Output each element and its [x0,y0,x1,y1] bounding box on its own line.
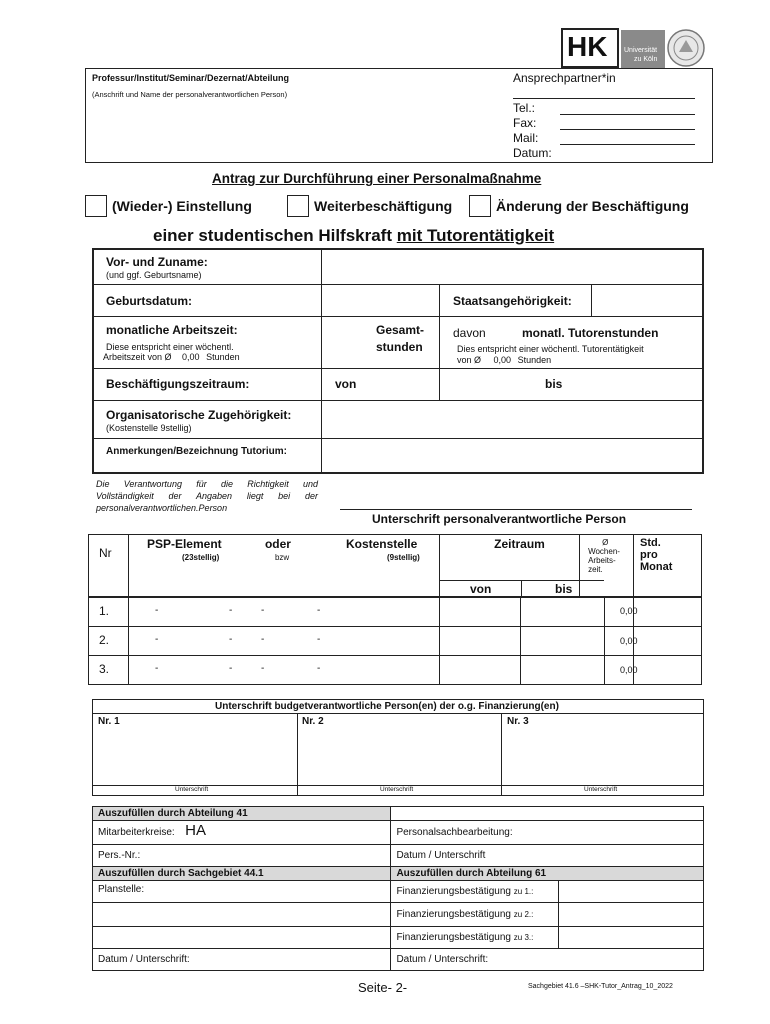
label-name-sub: (und ggf. Geburtsname) [106,270,202,280]
input-remarks[interactable] [324,440,701,472]
page-title: Antrag zur Durchführung einer Personalmaßnahme [212,171,542,186]
label-remarks: Anmerkungen/Bezeichnung Tutorium: [106,446,287,457]
checkbox-aenderung[interactable] [469,195,491,217]
row1-dash-2: - [228,605,233,616]
fin1-zu: zu 1.: [513,887,534,896]
fin1-text: Finanzierungsbestätigung [396,886,511,897]
row1-dash-4: - [316,605,321,616]
row2-nr [89,627,129,656]
admin-fin3-input[interactable] [559,927,704,949]
hours-unit: Stunden [206,352,240,362]
col-psp-sub: (23stellig) [181,553,220,562]
form-divider-v-right [591,284,592,316]
admin-dept41-label: Auszufüllen durch Abteilung 41 [98,808,248,819]
budget-title-line [92,713,704,714]
row3-bis[interactable] [521,656,634,685]
admin-du-left-label: Datum / Unterschrift: [98,954,190,965]
admin-fin1-cell [391,881,559,903]
row3-avg: 0,00 [620,665,638,675]
logo-university-line2: zu Köln [634,56,658,63]
col-std-2: pro [640,549,658,561]
mail-line[interactable] [560,144,695,145]
row1-dash-3: - [260,605,265,616]
label-period-bis: bis [545,377,563,391]
row1-psp[interactable] [128,598,439,627]
col-kst-label: Kostenstelle [345,537,418,551]
budget-divider-1 [297,713,298,796]
row3-dash-4: - [316,663,321,674]
funding-rows [88,597,702,685]
tel-line[interactable] [560,114,695,115]
row2-avg: 0,00 [620,636,638,646]
budget-sig-2: Unterschrift [380,786,414,793]
row2-dash-3: - [260,634,265,645]
admin-psb-cell[interactable] [391,821,704,845]
admin-planstelle-cell[interactable] [93,881,391,903]
mail-label: Mail: [513,131,539,145]
label-name: Vor- und Zuname: [106,255,208,269]
contact-title: Ansprechpartner*in [513,71,616,85]
row3-std[interactable] [634,656,702,685]
zeitraum-sub-box [440,580,604,598]
fin2-zu: zu 2.: [513,910,534,919]
fin3-text: Finanzierungsbestätigung [396,932,511,943]
responsibility-note: Die Verantwortung für die Richtigkeit und Vollständigkeit der Angaben liegt bei der personalverantwortlichen.Person [96,479,318,513]
col-avg-2: Wochen- [588,547,620,556]
form-row-line-1 [94,284,702,285]
funding-row-3 [89,656,702,685]
budget-title: Unterschrift budgetverantwortliche Person(en) der o.g. Finanzierung(en) [215,701,559,712]
input-birth[interactable] [324,287,437,314]
university-seal-icon [665,28,707,73]
admin-du-right-cell[interactable] [391,949,704,971]
sig-person-label: Unterschrift personalverantwortliche Person [372,512,627,526]
col-avg-3: Arbeits- [588,556,616,565]
admin-sg441-head [93,867,391,881]
admin-empty-head [391,807,704,821]
row3-dash-2: - [228,663,233,674]
form-row-line-4 [94,400,702,401]
input-name[interactable] [324,252,701,282]
row1-bis[interactable] [521,598,634,627]
row1-nr [89,598,129,627]
funding-row-2 [89,627,702,656]
col-bzw-label: bzw [274,553,290,562]
row3-dash-1: - [154,663,159,674]
fax-line[interactable] [560,129,695,130]
col-oder-label: oder [264,537,291,551]
label-tutor-hours: monatl. Tutorenstunden [522,326,659,340]
hours-sub2-text: Arbeitszeit von Ø [103,352,172,362]
admin-du-label: Datum / Unterschrift [396,850,486,861]
row2-psp[interactable] [128,627,439,656]
row2-nr-label: 2. [99,633,110,647]
col-psp-label: PSP-Element [146,537,222,551]
row3-dash-3: - [260,663,265,674]
col-kst-sub: (9stellig) [386,553,420,562]
admin-fin3-label [396,932,558,943]
footer-reference: Sachgebiet 41.6 –SHK-Tutor_Antrag_10_2022 [528,983,673,990]
tutor-sub2-text: von Ø [457,355,482,365]
label-period-von: von [335,377,357,391]
form-row-line-3 [94,368,702,369]
admin-du-right-label: Datum / Unterschrift: [396,954,489,965]
avg-column-line [604,597,605,684]
form-divider-v-mid [439,284,440,400]
tutor-value: 0,00 [493,355,512,365]
col-bis-label: bis [555,582,573,596]
budget-sig-3: Unterschrift [584,786,618,793]
row1-nr-label: 1. [99,604,110,618]
admin-du-cell[interactable] [391,845,704,867]
subtitle-part-b: mit Tutorentätigkeit [396,226,555,245]
row1-dash-1: - [154,605,159,616]
admin-persnr-cell[interactable] [93,845,391,867]
admin-sg441-label: Auszufüllen durch Sachgebiet 44.1 [98,868,264,879]
label-nationality: Staatsangehörigkeit: [453,294,572,308]
admin-fin2-label [396,909,558,920]
budget-nr3: Nr. 3 [507,716,529,727]
tutor-unit: Stunden [517,355,552,365]
admin-fin3-cell [391,927,559,949]
admin-dept61-label: Auszufüllen durch Abteilung 61 [396,868,547,879]
logo-university-line1: Universität [624,47,658,54]
row2-dash-2: - [228,634,233,645]
row2-von[interactable] [440,627,521,656]
admin-persnr-label: Pers.-Nr.: [98,850,141,861]
col-avg-1: Ø [602,538,609,547]
option-weiterbeschaeftigung: Weiterbeschäftigung [314,198,453,214]
admin-fin1-label [396,886,558,897]
col-nr-label: Nr [99,546,112,560]
label-davon: davon [453,326,486,340]
col-std-header [634,535,702,597]
budget-sig-1: Unterschrift [175,786,209,793]
label-hours-sub1: Diese entspricht einer wöchentl. [106,342,234,352]
row1-std[interactable] [634,598,702,627]
row3-von[interactable] [440,656,521,685]
row1-avg: 0,00 [620,606,638,616]
label-hours: monatliche Arbeitszeit: [106,323,238,337]
subtitle [153,226,554,246]
option-aenderung: Änderung der Beschäftigung [496,198,689,214]
admin-mak-value: HA [185,822,206,839]
label-org: Organisatorische Zugehörigkeit: [106,408,292,422]
row3-nr [89,656,129,685]
subtitle-part-a: einer studentischen Hilfskraft [153,226,393,245]
input-org[interactable] [324,402,701,436]
fin2-text: Finanzierungsbestätigung [396,909,511,920]
hours-value: 0,00 [182,352,200,362]
row3-psp[interactable] [128,656,439,685]
label-tutor-sub2 [457,355,551,365]
contact-line[interactable] [513,98,695,99]
page-number: Seite- 2- [358,980,408,995]
header-left-title: Professur/Institut/Seminar/Dezernat/Abteilung [92,73,290,83]
label-total1: Gesamt- [376,323,425,337]
label-org-sub: (Kostenstelle 9stellig) [106,423,192,433]
admin-dept61-head [391,867,704,881]
col-zeitraum-label: Zeitraum [494,537,545,551]
header-left-sub: (Anschrift und Name der personalverantwortlichen Person) [92,90,288,99]
funding-row-1 [89,598,702,627]
checkbox-weiterbeschaeftigung[interactable] [287,195,309,217]
label-birth: Geburtsdatum: [106,294,193,308]
admin-dept41-head [93,807,391,821]
tel-label: Tel.: [513,101,536,115]
admin-psb-label: Personalsachbearbeitung: [396,827,513,838]
admin-mak-cell[interactable] [93,821,391,845]
funding-table [88,534,702,597]
row2-bis[interactable] [521,627,634,656]
fin3-zu: zu 3.: [513,933,534,942]
checkbox-einstellung[interactable] [85,195,107,217]
label-tutor-sub1: Dies entspricht einer wöchentl. Tutorentätigkeit [457,344,644,354]
admin-table [92,806,704,971]
admin-empty-left-1[interactable] [93,903,391,927]
budget-divider-2 [501,713,502,796]
form-row-line-5 [94,438,702,439]
label-period: Beschäftigungszeitraum: [106,377,250,391]
row1-von[interactable] [440,598,521,627]
input-nationality[interactable] [593,287,701,314]
col-psp-header [128,535,439,597]
admin-fin1-input[interactable] [559,881,704,903]
signature-line-person[interactable] [340,509,692,510]
logo-hk: HK [567,31,608,62]
row2-dash-1: - [154,634,159,645]
admin-empty-left-2[interactable] [93,927,391,949]
admin-du-left-cell[interactable] [93,949,391,971]
row3-nr-label: 3. [99,662,110,676]
col-von-label: von [470,582,492,596]
admin-fin2-cell [391,903,559,927]
option-einstellung: (Wieder-) Einstellung [112,198,252,214]
datum-label: Datum: [513,146,552,160]
col-std-1: Std. [640,537,661,549]
col-avg-4: zeit. [588,565,603,574]
row2-std[interactable] [634,627,702,656]
budget-nr2: Nr. 2 [302,716,324,727]
form-row-line-2 [94,316,702,317]
budget-nr1: Nr. 1 [98,716,120,727]
form-divider-v [321,250,322,472]
label-hours-sub2 [103,352,240,362]
col-nr-header [89,535,129,597]
admin-planstelle-label: Planstelle: [98,884,145,895]
fax-label: Fax: [513,116,537,130]
admin-mak-label: Mitarbeiterkreise: [98,827,175,838]
row2-dash-4: - [316,634,321,645]
label-total2: stunden [376,340,423,354]
zeitraum-sub-divider [521,580,522,597]
col-std-3: Monat [640,561,673,573]
admin-fin2-input[interactable] [559,903,704,927]
